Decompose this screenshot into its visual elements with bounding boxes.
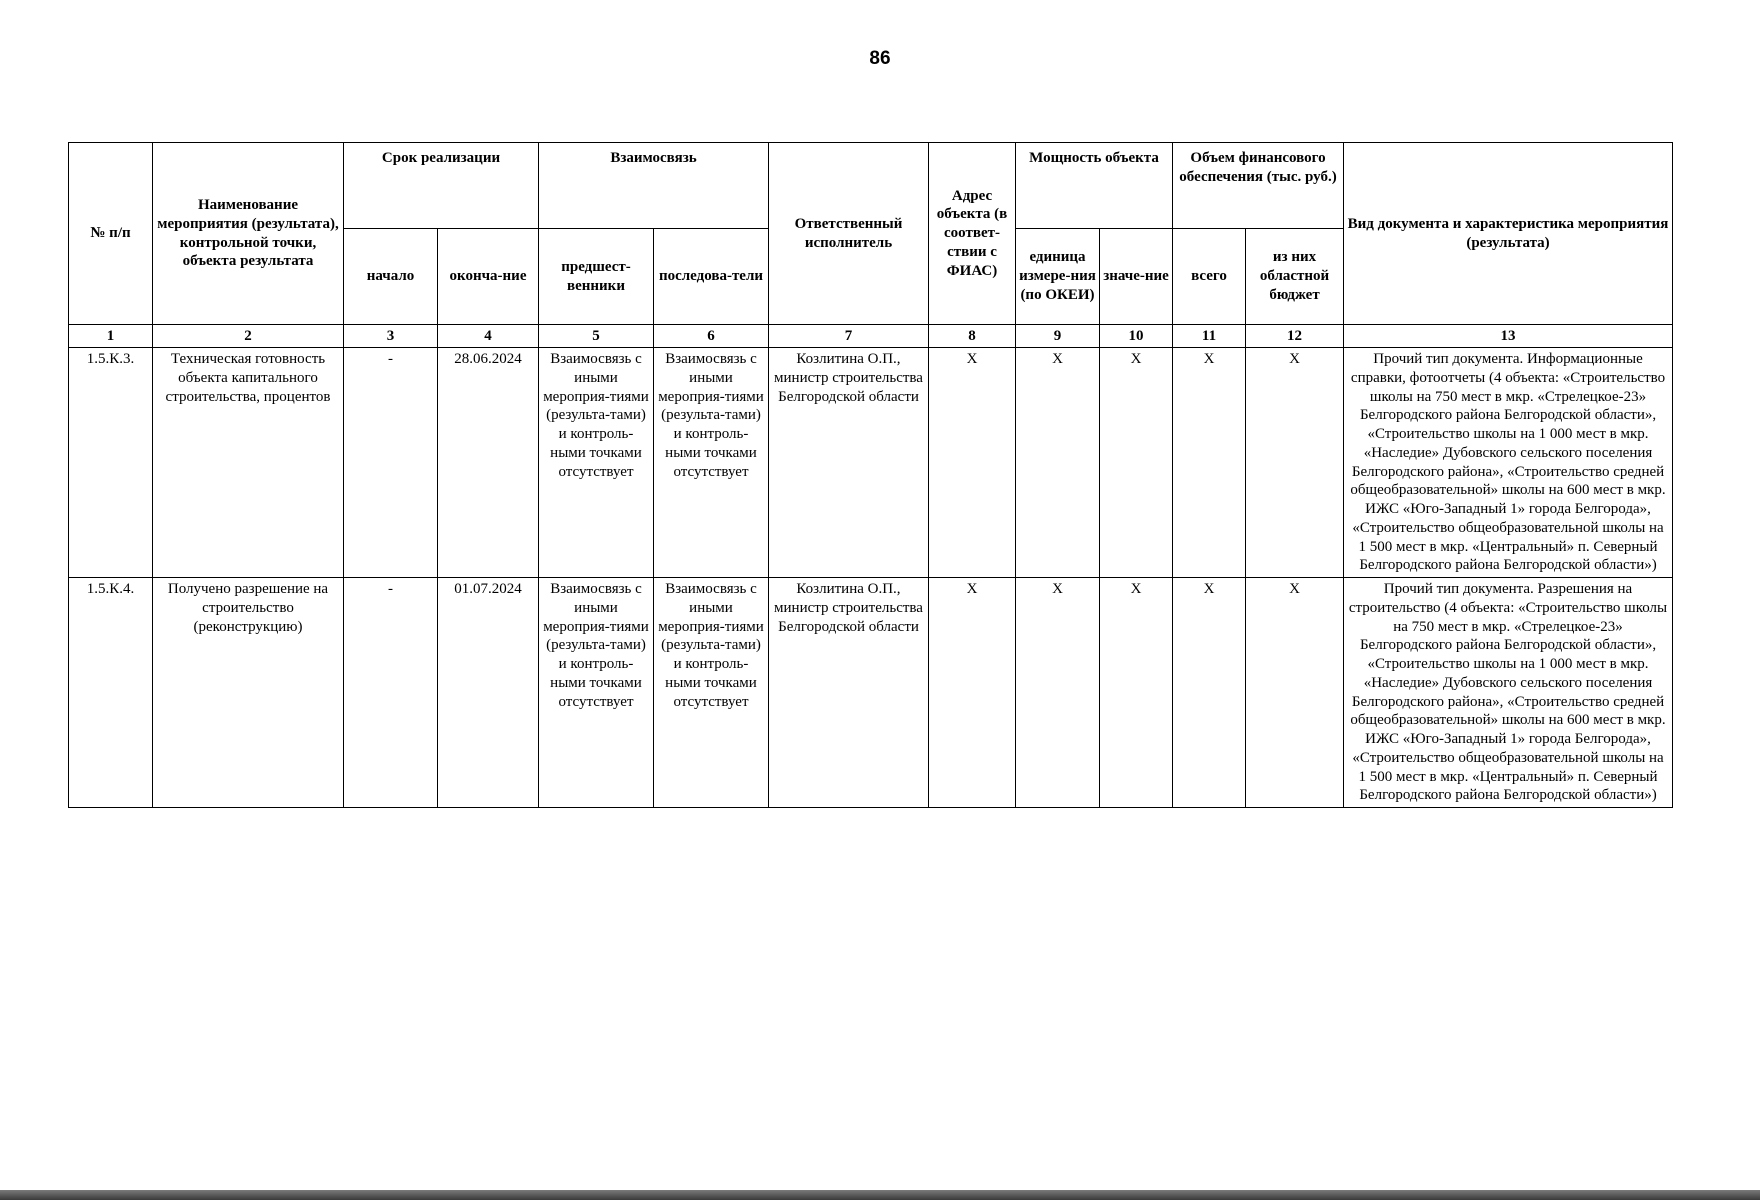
row-regional-budget: Х xyxy=(1246,578,1344,808)
row-predecessors: Взаимосвязь с иными мероприя-тиями (результа-тами) и контроль-ными точками отсутствует xyxy=(539,578,654,808)
column-numbers-row xyxy=(69,325,1673,348)
header-start: начало xyxy=(344,229,438,325)
row-end: 01.07.2024 xyxy=(438,578,539,808)
row-name: Получено разрешение на строительство (реконструкцию) xyxy=(153,578,344,808)
header-value: значе-ние xyxy=(1100,229,1173,325)
column-number: 12 xyxy=(1246,325,1344,348)
row-regional-budget: Х xyxy=(1246,348,1344,578)
column-number: 2 xyxy=(153,325,344,348)
header-link: Взаимосвязь xyxy=(539,143,769,229)
header-address: Адрес объекта (в соответ-ствии с ФИАС) xyxy=(929,143,1016,325)
row-total: Х xyxy=(1173,578,1246,808)
row-address: Х xyxy=(929,578,1016,808)
row-name: Техническая готовность объекта капитального строительства, процентов xyxy=(153,348,344,578)
column-number: 7 xyxy=(769,325,929,348)
header-power: Мощность объекта xyxy=(1016,143,1173,229)
row-value: Х xyxy=(1100,578,1173,808)
row-successors: Взаимосвязь с иными мероприя-тиями (результа-тами) и контроль-ными точками отсутствует xyxy=(654,578,769,808)
header-responsible: Ответственный исполнитель xyxy=(769,143,929,325)
row-unit: Х xyxy=(1016,578,1100,808)
header-end: оконча-ние xyxy=(438,229,539,325)
row-document: Прочий тип документа. Разрешения на строительство (4 объекта: «Строительство школы на 750 мест в мкр. «Стрелецкое-23» Белгородского района Белгородской области», «Строительство школы на 1 000 мест в мкр. «Наследие» Дубовского сельского поселения Белгородского района», «Строительство средней общеобразовательной» школы на 600 мест в мкр. ИЖС «Юго-Западный 1» города Белгорода», «Строительство общеобразовательной школы на 1 500 мест в мкр. «Центральный» п. Северный Белгородского района Белгородской области») xyxy=(1344,578,1673,808)
row-predecessors: Взаимосвязь с иными мероприя-тиями (результа-тами) и контроль-ными точками отсутствует xyxy=(539,348,654,578)
column-number: 5 xyxy=(539,325,654,348)
header-total: всего xyxy=(1173,229,1246,325)
header-regional-budget: из них областной бюджет xyxy=(1246,229,1344,325)
header-num: № п/п xyxy=(69,143,153,325)
column-number: 11 xyxy=(1173,325,1246,348)
column-number: 6 xyxy=(654,325,769,348)
row-successors: Взаимосвязь с иными мероприя-тиями (результа-тами) и контроль-ными точками отсутствует xyxy=(654,348,769,578)
column-number: 4 xyxy=(438,325,539,348)
column-number: 3 xyxy=(344,325,438,348)
row-responsible: Козлитина О.П., министр строительства Белгородской области xyxy=(769,348,929,578)
header-unit: единица измере-ния (по ОКЕИ) xyxy=(1016,229,1100,325)
header-predecessors: предшест-венники xyxy=(539,229,654,325)
header-document: Вид документа и характеристика мероприятия (результата) xyxy=(1344,143,1673,325)
row-number: 1.5.К.4. xyxy=(69,578,153,808)
header-period: Срок реализации xyxy=(344,143,539,229)
row-start: - xyxy=(344,578,438,808)
header-financing: Объем финансового обеспечения (тыс. руб.) xyxy=(1173,143,1344,229)
row-document: Прочий тип документа. Информационные справки, фотоотчеты (4 объекта: «Строительство школы на 750 мест в мкр. «Стрелецкое-23» Белгородского района Белгородской области», «Строительство школы на 1 000 мест в мкр. «Наследие» Дубовского сельского поселения Белгородского района», «Строительство средней общеобразовательной» школы на 600 мест в мкр. ИЖС «Юго-Западный 1» города Белгорода», «Строительство общеобразовательной школы на 1 500 мест в мкр. «Центральный» п. Северный Белгородского района Белгородской области») xyxy=(1344,348,1673,578)
row-unit: Х xyxy=(1016,348,1100,578)
row-start: - xyxy=(344,348,438,578)
plan-table xyxy=(68,142,1673,808)
column-number: 10 xyxy=(1100,325,1173,348)
column-number: 13 xyxy=(1344,325,1673,348)
table-header xyxy=(69,143,1673,348)
header-successors: последова-тели xyxy=(654,229,769,325)
page-number: 86 xyxy=(869,48,891,69)
column-number: 1 xyxy=(69,325,153,348)
column-number: 9 xyxy=(1016,325,1100,348)
header-name: Наименование мероприятия (результата), контрольной точки, объекта результата xyxy=(153,143,344,325)
row-number: 1.5.К.3. xyxy=(69,348,153,578)
row-responsible: Козлитина О.П., министр строительства Белгородской области xyxy=(769,578,929,808)
row-address: Х xyxy=(929,348,1016,578)
table-row xyxy=(69,578,1673,808)
row-total: Х xyxy=(1173,348,1246,578)
column-number: 8 xyxy=(929,325,1016,348)
row-value: Х xyxy=(1100,348,1173,578)
table-row xyxy=(69,348,1673,578)
row-end: 28.06.2024 xyxy=(438,348,539,578)
scan-edge xyxy=(0,1190,1760,1200)
